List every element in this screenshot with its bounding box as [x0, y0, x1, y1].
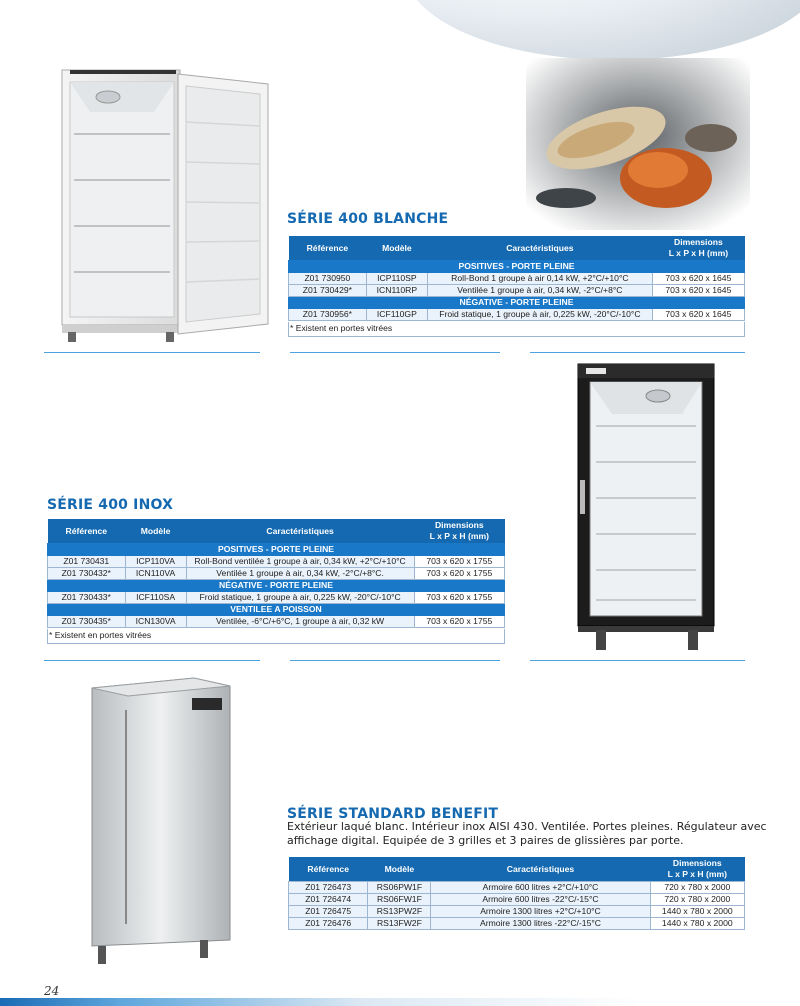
cell-modele: ICP110VA [125, 556, 186, 568]
cell-reference: Z01 726476 [289, 918, 368, 930]
cell-caracteristiques: Armoire 600 litres -22°C/-15°C [431, 894, 650, 906]
dimensions-label: Dimensions [674, 237, 723, 247]
spec-table-serie-standard-benefit [288, 857, 745, 930]
cell-reference: Z01 726475 [289, 906, 368, 918]
cell-caracteristiques: Roll-Bond 1 groupe à air 0,14 kW, +2°C/+10°C [428, 273, 653, 285]
black-glass-fridge-image [572, 360, 722, 656]
footer-bar [0, 998, 800, 1006]
table-row [289, 882, 745, 894]
cell-caracteristiques: Ventilée 1 groupe à air, 0,34 kW, -2°C/+8°C. [186, 568, 414, 580]
table-band-row [289, 297, 745, 309]
cell-dimensions: 703 x 620 x 1645 [652, 309, 744, 321]
table-band-row [48, 544, 505, 556]
cell-modele: ICF110SA [125, 592, 186, 604]
footnote-serie-400-inox: * Existent en portes vitrées [49, 630, 152, 640]
table-row [289, 918, 745, 930]
band-label: NÉGATIVE - PORTE PLEINE [48, 580, 505, 592]
spec-table-serie-400-inox [47, 519, 505, 628]
cell-dimensions: 703 x 620 x 1645 [652, 273, 744, 285]
column-header-modele: Modèle [368, 857, 431, 882]
cell-modele: RS06FW1F [368, 894, 431, 906]
cell-reference: Z01 726473 [289, 882, 368, 894]
cell-modele: ICN130VA [125, 616, 186, 628]
section-title-serie-standard-benefit: SÉRIE STANDARD BENEFIT [287, 806, 499, 822]
column-header-caracteristiques: Caractéristiques [186, 519, 414, 544]
cell-modele: RS13FW2F [368, 918, 431, 930]
table-row [289, 273, 745, 285]
column-header-modele: Modèle [125, 519, 186, 544]
cell-dimensions: 703 x 620 x 1755 [414, 616, 504, 628]
cell-dimensions: 1440 x 780 x 2000 [650, 906, 744, 918]
cell-reference: Z01 730950 [289, 273, 367, 285]
table-row [48, 616, 505, 628]
cell-caracteristiques: Roll-Bond ventilée 1 groupe à air, 0,34 kW, +2°C/+10°C [186, 556, 414, 568]
table-header-row [289, 857, 745, 882]
column-header-dimensions [652, 236, 744, 261]
column-header-dimensions [414, 519, 504, 544]
table-header-row [48, 519, 505, 544]
cell-dimensions: 703 x 620 x 1645 [652, 285, 744, 297]
cell-caracteristiques: Ventilée, -6°C/+6°C, 1 groupe à air, 0,32 kW [186, 616, 414, 628]
cell-dimensions: 703 x 620 x 1755 [414, 556, 504, 568]
cell-modele: ICP110SP [366, 273, 427, 285]
cell-modele: ICF110GP [366, 309, 427, 321]
cell-modele: ICN110VA [125, 568, 186, 580]
column-header-modele: Modèle [366, 236, 427, 261]
divider [290, 660, 500, 661]
column-header-dimensions [650, 857, 744, 882]
dimensions-unit-label: L x P x H (mm) [668, 248, 729, 258]
table-row [289, 894, 745, 906]
dimensions-label: Dimensions [434, 520, 484, 530]
table-row [48, 568, 505, 580]
cell-reference: Z01 730432* [48, 568, 126, 580]
cell-dimensions: 703 x 620 x 1755 [414, 592, 504, 604]
band-label: POSITIVES - PORTE PLEINE [48, 544, 505, 556]
cell-reference: Z01 730431 [48, 556, 126, 568]
dimensions-unit-label: L x P x H (mm) [429, 531, 489, 541]
dimensions-unit-label: L x P x H (mm) [667, 869, 727, 879]
cell-caracteristiques: Armoire 1300 litres +2°C/+10°C [431, 906, 650, 918]
cell-reference: Z01 730433* [48, 592, 126, 604]
table-row [48, 592, 505, 604]
band-label: VENTILEE A POISSON [48, 604, 505, 616]
column-header-caracteristiques: Caractéristiques [428, 236, 653, 261]
cell-dimensions: 703 x 620 x 1755 [414, 568, 504, 580]
table-row [289, 309, 745, 321]
band-label: NÉGATIVE - PORTE PLEINE [289, 297, 745, 309]
white-fridge-image [40, 62, 280, 352]
band-label: POSITIVES - PORTE PLEINE [289, 261, 745, 273]
cell-caracteristiques: Armoire 600 litres +2°C/+10°C [431, 882, 650, 894]
divider [44, 660, 260, 661]
table-band-row [48, 604, 505, 616]
divider [530, 660, 745, 661]
cell-modele: ICN110RP [366, 285, 427, 297]
cell-reference: Z01 726474 [289, 894, 368, 906]
section-description-line-2: affichage digital. Equipée de 3 grilles et 3 paires de glissières par porte. [287, 834, 684, 847]
cell-caracteristiques: Armoire 1300 litres -22°C/-15°C [431, 918, 650, 930]
header-decoration [405, 0, 800, 60]
table-header-row [289, 236, 745, 261]
table-band-row [48, 580, 505, 592]
cell-reference: Z01 730435* [48, 616, 126, 628]
section-title-serie-400-blanche: SÉRIE 400 BLANCHE [287, 211, 449, 227]
column-header-reference: Référence [289, 857, 368, 882]
section-title-serie-400-inox: SÉRIE 400 INOX [47, 497, 174, 513]
table-row [48, 556, 505, 568]
column-header-caracteristiques: Caractéristiques [431, 857, 650, 882]
section-description-line-1: Extérieur laqué blanc. Intérieur inox AISI 430. Ventilée. Portes pleines. Régulateur avec [287, 820, 767, 833]
cell-dimensions: 720 x 780 x 2000 [650, 882, 744, 894]
cell-caracteristiques: Ventilée 1 groupe à air, 0,34 kW, -2°C/+8°C [428, 285, 653, 297]
column-header-reference: Référence [48, 519, 126, 544]
divider [290, 352, 500, 353]
table-row [289, 285, 745, 297]
cell-modele: RS13PW2F [368, 906, 431, 918]
cell-caracteristiques: Froid statique, 1 groupe à air, 0,225 kW, -20°C/-10°C [186, 592, 414, 604]
cell-reference: Z01 730956* [289, 309, 367, 321]
footnote-serie-400-blanche: * Existent en portes vitrées [290, 323, 393, 333]
table-band-row [289, 261, 745, 273]
cell-caracteristiques: Froid statique, 1 groupe à air, 0,225 kW, -20°C/-10°C [428, 309, 653, 321]
cell-dimensions: 1440 x 780 x 2000 [650, 918, 744, 930]
page-number: 24 [44, 984, 60, 998]
cell-dimensions: 720 x 780 x 2000 [650, 894, 744, 906]
stainless-fridge-image [84, 674, 236, 970]
spec-table-serie-400-blanche [288, 236, 745, 321]
table-row [289, 906, 745, 918]
cell-reference: Z01 730429* [289, 285, 367, 297]
column-header-reference: Référence [289, 236, 367, 261]
cell-modele: RS06PW1F [368, 882, 431, 894]
divider [530, 352, 745, 353]
seafood-photo [526, 58, 750, 230]
dimensions-label: Dimensions [672, 858, 722, 868]
divider [44, 352, 260, 353]
